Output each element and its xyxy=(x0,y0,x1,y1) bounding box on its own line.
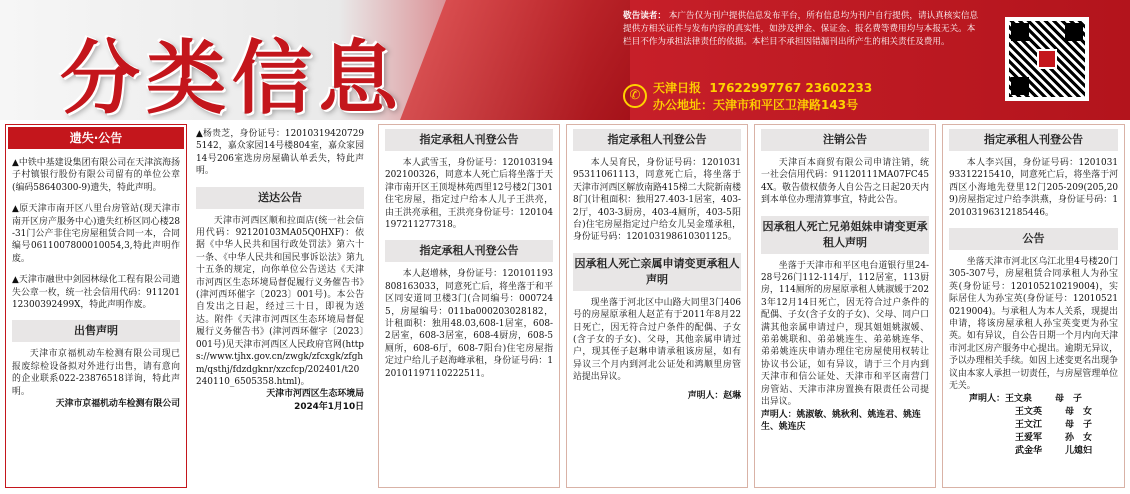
notice-text: 本广告仅为刊户提供信息发布平台，所有信息均为刊户自行提供，请认真核实信息提供方相关证件与发布内容的真实性，如涉及押金、保证金、报名费等费用均与本报无关。本栏目不作为承担法律责任的依据。本栏目不承担因错漏刊出所产生的相关责任及费用。 xyxy=(623,11,979,47)
reader-notice xyxy=(623,10,983,49)
signatory-name: 王文泉 xyxy=(1005,393,1033,404)
header-sale-statement: 出售声明 xyxy=(12,320,180,342)
contact-label-paper: 天津日报 xyxy=(653,81,702,95)
signatory-name: 王文江 xyxy=(1015,419,1043,430)
header-announcement: 公告 xyxy=(949,228,1118,250)
tenant-change-text: 现坐落于河北区中山路大同里3门406号的房屋原承租人赵芷有于2011年8月22日死亡，因无符合过户条件的配偶、子女(含子女的子女)、父母，其他亲属申请过户，现其侄子赵琳申请承租该房屋，如有异议三个月内到河北公证处和鸿顺里房管站提出异议。 xyxy=(573,297,741,383)
announcement-text: 坐落天津市河北区乌江北里4号楼20门305-307号，房屋租赁合同承租人为孙宝英(身份证号：120105210219004)，实际居住人为孙宝英(身份证号：120105210219004)。与承租人为本人关系，现提出申请，将该房屋承租人孙宝英变更为孙宝英。如有异议，自公告日期一个月内向天津市河北区房产服务中心提出。逾期无异议，予以办理相关手续。如因上述变更名出现争议由本家人承担一切责任，与房屋管理单位无关。 xyxy=(949,257,1118,392)
signatory-name: 王爱军 xyxy=(1015,432,1043,443)
column-tenant-change xyxy=(566,124,748,488)
header-sibling-tenant-change: 因承租人死亡兄弟姐妹申请变更承租人声明 xyxy=(761,216,929,254)
contact-label-address: 办公地址： xyxy=(653,98,714,112)
tenant-designation-text: 本人吴育民，身份证号码：120103195311061113，同意死亡后，将坐落于天津市河西区解放南路415梯二大院新南楼8门(计租面积：独用27.403-1居室，403-2厅，403-3厨房，403-4厕所，403-5阳台)住宅房屋指定过户给女儿吴金瑾承租，身份证号码：120103198610301125。 xyxy=(573,158,741,243)
header-service-notice: 送达公告 xyxy=(196,187,364,209)
signatory-relation: 母 女 xyxy=(1065,406,1093,417)
column-deregistration xyxy=(754,124,936,488)
notice-item: ▲原天津市南开区八里台房管站(现天津市南开区房产服务中心)遗失红桥区同心楼28-31门公产非住宅房屋租赁合同一本，合同编号0611007800010054,3,特此声明作废。 xyxy=(12,204,180,264)
notice-title: 敬告读者： xyxy=(623,11,666,21)
qr-logo-icon xyxy=(1037,49,1057,69)
header-tenant-designation: 指定承租人刊登公告 xyxy=(385,240,553,262)
section-title: 分类信息 xyxy=(60,32,404,120)
service-notice-text: 天津市河西区顺和拉面店(统一社会信用代码：92120103MA05Q0HXF)：依据《中华人民共和国行政处罚法》第六十一条、《中华人民共和国民事诉讼法》第九十五条的规定，向你单位公告送达《天津市河西区生态环境局督促履行义务催告书》(津河西环催字〔2023〕001号)。本公告自发出之日起，经过三十日，即视为送达。附件《天津市河西区生态环境局督促履行义务催告书》(津河西环催字〔2023〕001号)见天津市河西区人民政府官网(https://www.tjhx.gov.cn/zwgk/zfcxgk/zfghm/qsthj/fdzdgknr/xzcfcp/202401/t20240110_6505358.html)。 xyxy=(196,215,364,387)
service-notice-date: 2024年1月10日 xyxy=(294,401,364,412)
sibling-tenant-change-text: 坐落于天津市和平区电台道银行里24-28号26门112-114厅，112居室，113厨房，114厕所的房屋原承租人姚淑媛于2023年12月14日死亡，因无符合过户条件的配偶、子女(含子女的子女)、父母、同户口满其他亲属申请过户，现其姐姐姚淑媛、弟弟姚联和、弟弟姚连生、弟弟姚连华、弟弟姚连庆申请办理住宅房屋使用权转让协议书公证，如有异议，请于三个月内到天津市和信公证处、天津市和平区南营门房管站、天津市津房置换有限责任公司提出异议。 xyxy=(761,260,929,408)
column-announcement xyxy=(942,124,1125,488)
contact-address: 天津市和平区卫津路143号 xyxy=(713,98,859,112)
sale-statement-text: 天津市京福机动车检测有限公司现已报废综检设备拟对外进行出售，请有意向的企业联系022-23876518详询，特此声明。 xyxy=(12,349,180,397)
signatory-relation: 母 子 xyxy=(1055,393,1083,404)
announcement-signatories xyxy=(943,393,1124,458)
tenant-designation-text: 本人李兴国，身份证号码：120103193312215410，同意死亡后，将坐落于河西区小海地先登里12门205-209(205,209)房屋指定过户给李洪燕，身份证号码：120103196312185446。 xyxy=(949,158,1118,218)
masthead-banner xyxy=(0,0,1130,120)
tenant-designation-text: 本人赵增林，身份证号：120101193808163033，同意死亡后，将坐落于和平区同安道同卫楼3门(合同编号：0007245，房屋编号：011ba000203028182，计租面积：独用48.03,608-1居室，608-2居室，608-3居室，608-4厨房，608-5厕所，608-6厅，608-7阳台)住宅房屋指定过户给儿子赵海峰承租，身份证号码：120101197110222511。 xyxy=(385,269,553,379)
signatory-name: 王文英 xyxy=(1015,406,1043,417)
sale-statement-signature: 天津市京福机动车检测有限公司 xyxy=(55,399,180,410)
signatory-relation: 孙 女 xyxy=(1065,432,1093,443)
header-tenant-designation: 指定承租人刊登公告 xyxy=(949,129,1118,151)
header-lost-notice: 遗失·公告 xyxy=(8,127,184,149)
header-tenant-change: 因承租人死亡亲属申请变更承租人声明 xyxy=(573,253,741,291)
qr-code[interactable] xyxy=(1005,17,1089,101)
sibling-tenant-change-signatories: 声明人：姚淑敏、姚秋利、姚连君、姚连生、姚连庆 xyxy=(761,409,921,432)
header-tenant-designation: 指定承租人刊登公告 xyxy=(573,129,741,151)
notice-item: ▲杨贵芝，身份证号：120103194207295142，嘉众家园14号楼804室，嘉众家园14号206室选房房屋确认单丢失，特此声明。 xyxy=(196,129,364,177)
tenant-change-signature: 声明人：赵琳 xyxy=(687,390,741,401)
signatory-name: 武金华 xyxy=(1015,445,1043,456)
column-tenant-designation xyxy=(378,124,560,488)
phone-icon: ✆ xyxy=(623,84,647,108)
column-service-notice xyxy=(190,124,370,488)
deregistration-text: 天津百本商贸有限公司申请注销，统一社会信用代码：91120111MA07FC454X。敬告债权债务人自公告之日起20天内到本单位办理清算事宜，特此公告。 xyxy=(761,158,929,206)
notice-item: ▲中铁中基建设集团有限公司在天津滨海扬子村镇银行股份有限公司留有的单位公章(编码58640300-9)遗失，特此声明。 xyxy=(12,158,180,193)
contact-info xyxy=(623,80,983,114)
banner-decoration xyxy=(400,0,630,120)
column-lost-notices xyxy=(5,124,187,488)
signatory-relation: 母 子 xyxy=(1065,419,1093,430)
signatory-relation: 儿媳妇 xyxy=(1065,445,1093,456)
tenant-designation-text: 本人武雪玉，身份证号：120103194202100326，同意本人死亡后将坐落于天津市南开区王顶堤林苑西里12号楼2门301住宅房屋，指定过户给本人儿子王洪亮，由王洪亮承租，王洪亮身份证号：120104197211277318。 xyxy=(385,158,553,231)
signatories-label: 声明人： xyxy=(969,393,1006,404)
header-tenant-designation: 指定承租人刊登公告 xyxy=(385,129,553,151)
service-notice-signature: 天津市河西区生态环境局 xyxy=(266,389,364,400)
notice-item: ▲天津市融世中剑园林绿化工程有限公司遗失公章一枚，统一社会信用代码：91120112300392499X，特此声明作废。 xyxy=(12,275,180,311)
header-deregistration: 注销公告 xyxy=(761,129,929,151)
contact-phones: 17622997767 23602233 xyxy=(709,81,873,95)
